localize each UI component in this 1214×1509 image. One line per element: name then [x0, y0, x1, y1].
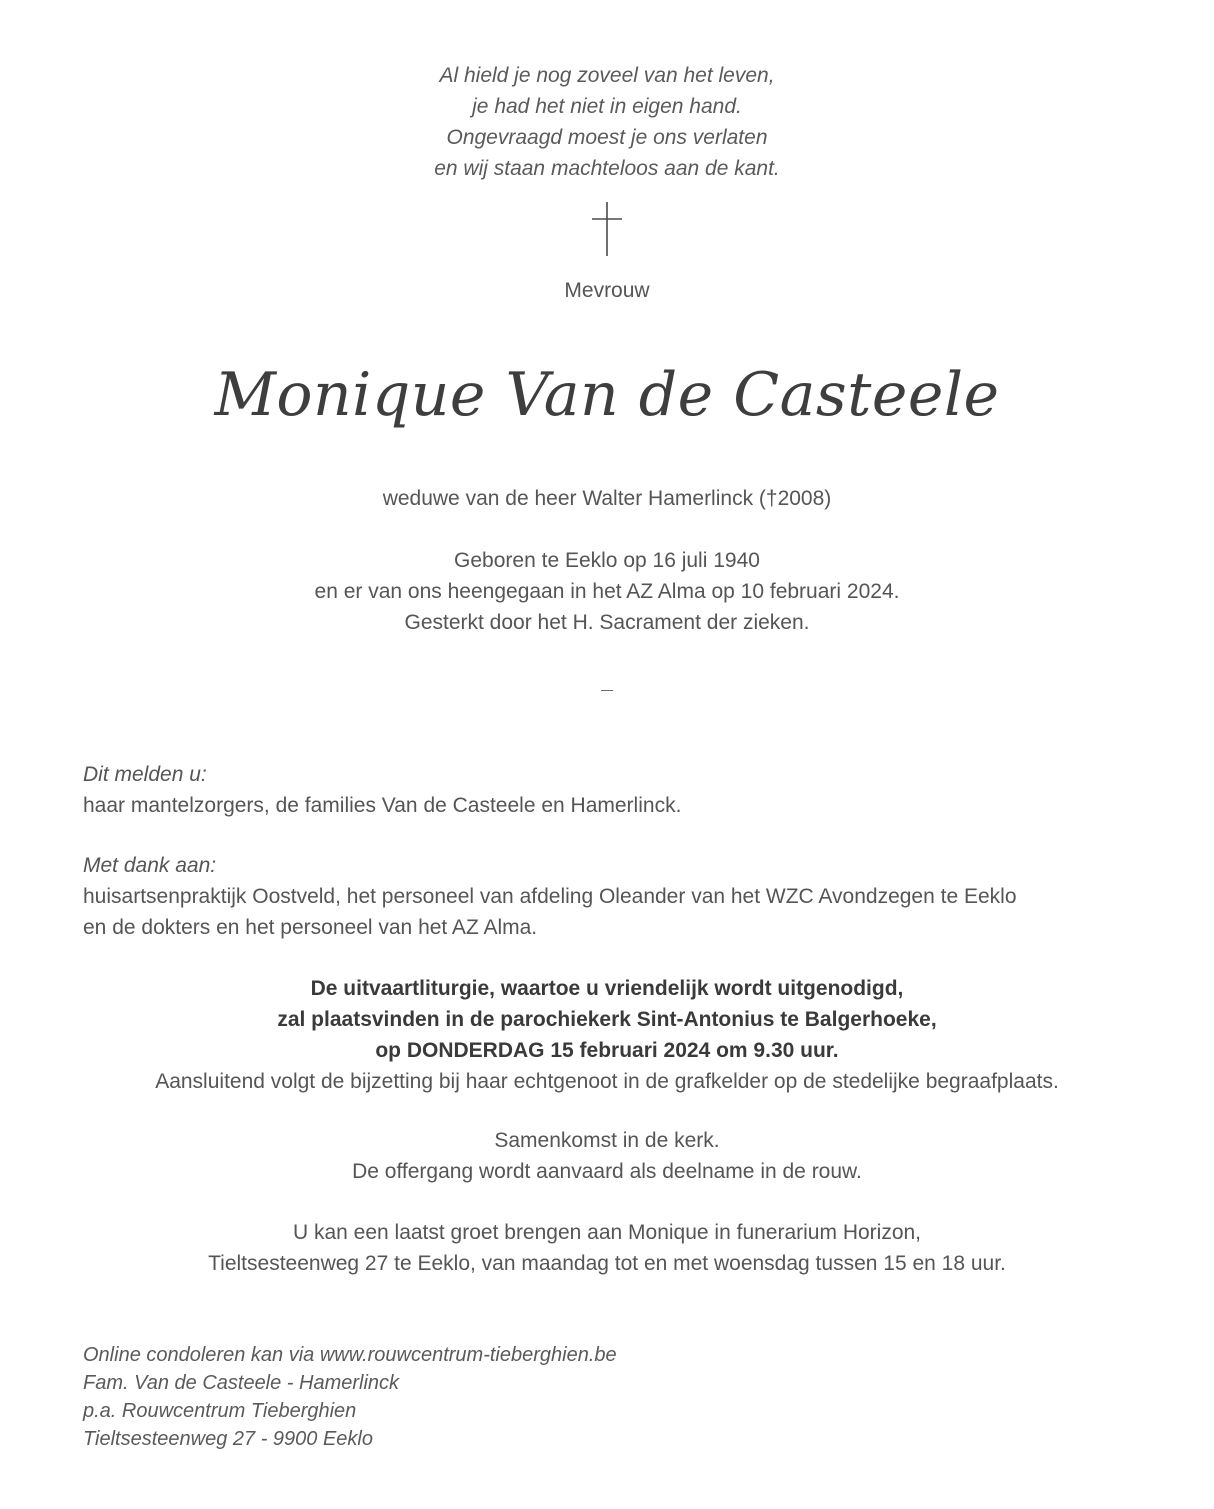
footer-line: p.a. Rouwcentrum Tieberghien: [83, 1400, 357, 1422]
announce-text: haar mantelzorgers, de families Van de Casteele en Hamerlinck.: [83, 794, 682, 817]
meeting-section: [0, 1125, 1214, 1187]
footer-line: Online condoleren kan via www.rouwcentrum-tieberghien.be: [83, 1344, 617, 1366]
salutation: Mevrouw: [564, 279, 650, 302]
thanks-line: huisartsenpraktijk Oostveld, het personeel van afdeling Oleander van het WZC Avondzegen te Eeklo: [83, 885, 1017, 908]
poem: [0, 60, 1214, 184]
announce-section: [83, 759, 1133, 821]
divider: [601, 690, 613, 691]
poem-line: Ongevraagd moest je ons verlaten: [446, 126, 768, 149]
birth-line: Geboren te Eeklo op 16 juli 1940: [454, 549, 760, 572]
widow-line: weduwe van de heer Walter Hamerlinck (†2008): [382, 487, 832, 510]
birth-line: en er van ons heengegaan in het AZ Alma op 10 februari 2024.: [314, 580, 900, 603]
thanks-label: Met dank aan:: [83, 854, 217, 877]
cross-icon: [589, 201, 625, 257]
thanks-section: [83, 850, 1133, 943]
poem-line: Al hield je nog zoveel van het leven,: [439, 64, 775, 87]
meeting-line: Samenkomst in de kerk.: [494, 1129, 720, 1152]
footer-line: Tieltsesteenweg 27 - 9900 Eeklo: [83, 1428, 373, 1450]
visit-line: Tieltsesteenweg 27 te Eeklo, van maandag tot en met woensdag tussen 15 en 18 uur.: [208, 1252, 1006, 1275]
poem-line: en wij staan machteloos aan de kant.: [434, 157, 780, 180]
birth-line: Gesterkt door het H. Sacrament der zieken.: [404, 611, 810, 634]
ceremony-bold-line: zal plaatsvinden in de parochiekerk Sint-Antonius te Balgerhoeke,: [277, 1008, 937, 1031]
meeting-line: De offergang wordt aanvaard als deelname in de rouw.: [352, 1160, 862, 1183]
birth-details: [0, 545, 1214, 638]
ceremony-bold-line: op DONDERDAG 15 februari 2024 om 9.30 uur.: [375, 1039, 839, 1062]
deceased-name: Monique Van de Casteele: [214, 360, 1000, 430]
ceremony-bold-line: De uitvaartliturgie, waartoe u vriendelijk wordt uitgenodigd,: [310, 977, 904, 1000]
ceremony-section: [0, 973, 1214, 1097]
visit-section: [0, 1217, 1214, 1279]
announce-label: Dit melden u:: [83, 763, 207, 786]
ceremony-after-line: Aansluitend volgt de bijzetting bij haar echtgenoot in de grafkelder op de stedelijke begraafplaats.: [155, 1070, 1059, 1093]
footer-contact: [83, 1341, 883, 1453]
visit-line: U kan een laatst groet brengen aan Monique in funerarium Horizon,: [292, 1221, 922, 1244]
footer-line: Fam. Van de Casteele - Hamerlinck: [83, 1372, 400, 1394]
poem-line: je had het niet in eigen hand.: [472, 95, 742, 118]
thanks-line: en de dokters en het personeel van het AZ Alma.: [83, 916, 538, 939]
